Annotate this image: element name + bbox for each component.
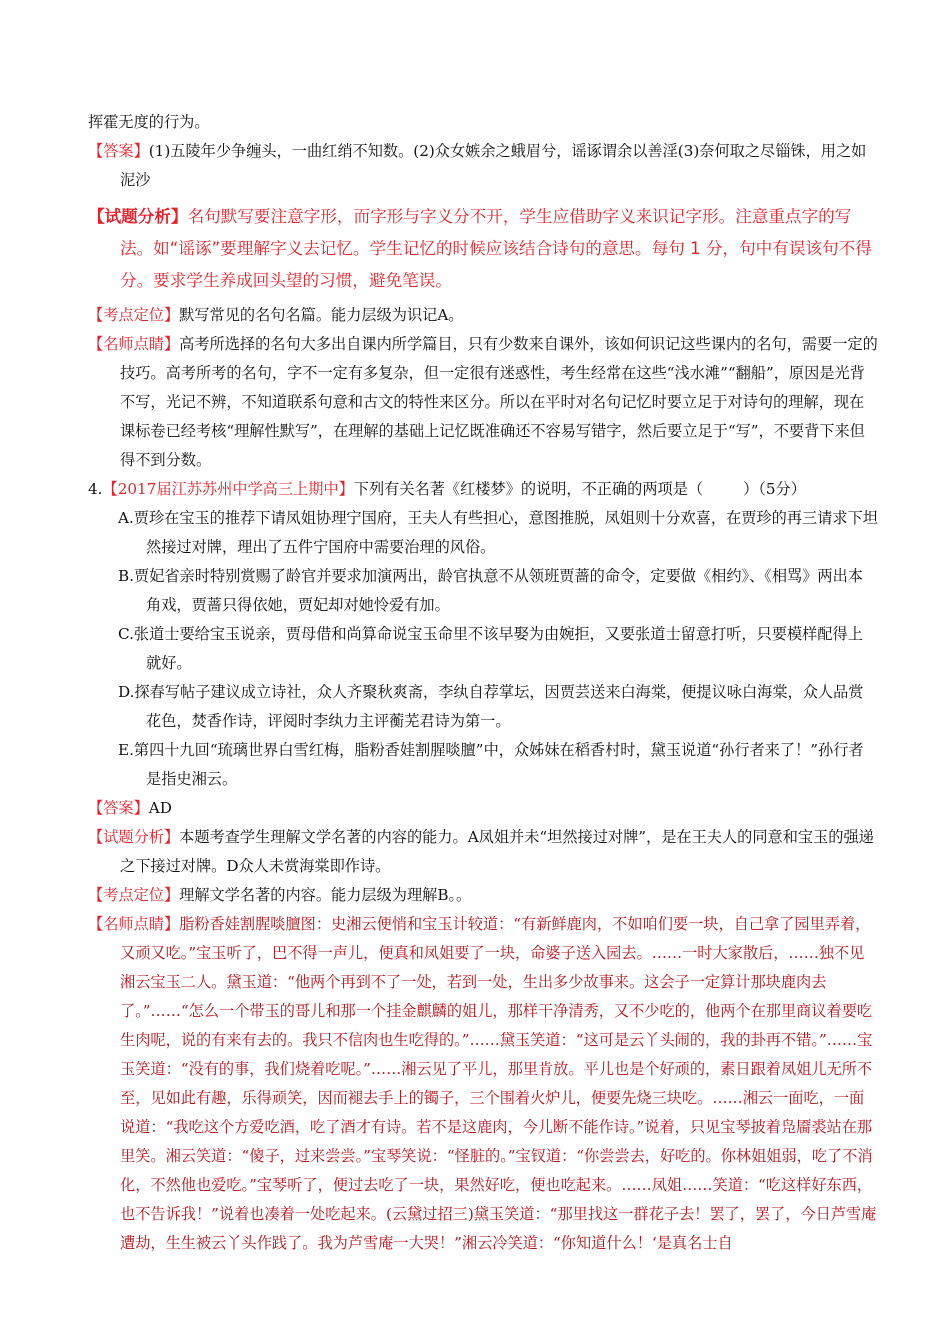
q4-answer-text: AD <box>148 799 172 817</box>
q4-option-b-letter: B. <box>118 567 134 585</box>
q3-analysis-label: 【试题分析】 <box>88 207 188 226</box>
q3-answer-label: 【答案】 <box>88 142 149 160</box>
q4-number: 4. <box>88 480 103 498</box>
q4-analysis-text: 本题考查学生理解文学名著的内容的能力。A凤姐并未“坦然接过对牌”，是在王夫人的同意和宝玉的强递之下接过对牌。D众人未赏海棠即作诗。 <box>120 828 874 875</box>
q4-kaodian <box>88 881 878 910</box>
q4-stem <box>88 475 878 504</box>
q4-stem-tail: ）（5分） <box>743 480 806 498</box>
q3-kaodian-text: 默写常见的名句名篇。能力层级为识记A。 <box>179 306 464 324</box>
q4-mingshi <box>88 910 878 1258</box>
q4-option-c <box>88 620 878 678</box>
q3-analysis <box>88 201 878 297</box>
q3-kaodian <box>88 301 878 330</box>
q4-answer-label: 【答案】 <box>88 799 149 817</box>
q4-option-e-text: 第四十九回“琉璃世界白雪红梅，脂粉香娃割腥啖膻”中，众姊妹在稻香村时，黛玉说道“孙行者来了！”孙行者是指史湘云。 <box>133 741 864 788</box>
q4-analysis <box>88 823 878 881</box>
q4-option-a-text: 贾珍在宝玉的推荐下请凤姐协理宁国府，王夫人有些担心，意图推脱，凤姐则十分欢喜，在贾珍的再三请求下坦然接过对牌，理出了五件宁国府中需要治理的风俗。 <box>133 509 878 556</box>
q4-mingshi-text: 脂粉香娃割腥啖膻图：史湘云便悄和宝玉计较道：“有新鲜鹿肉，不如咱们要一块，自己拿了园里弄着，又顽又吃。”宝玉听了，巴不得一声儿，便真和凤姐要了一块，命婆子送入园去。……一时大家散后，……独不见湘云宝玉二人。黛玉道：“他两个再到不了一处，若到一处，生出多少故事来。这会子一定算计那块鹿肉去了。”……“怎么一个带玉的哥儿和那一个挂金麒麟的姐儿，那样干净清秀，又不少吃的，他两个在那里商议着要吃生肉呢，说的有来有去的。我只不信肉也生吃得的。”……黛玉笑道：“这可是云丫头闹的，我的卦再不错。”……宝玉笑道：“没有的事，我们烧着吃呢。”……湘云见了平儿，那里肯放。平儿也是个好顽的，素日跟着凤姐儿无所不至，见如此有趣，乐得顽笑，因而褪去手上的镯子，三个围着火炉儿，便要先烧三块吃。……湘云一面吃，一面说道：“我吃这个方爱吃酒，吃了酒才有诗。若不是这鹿肉，今儿断不能作诗。”说着，只见宝琴披着凫靥裘站在那里笑。湘云笑道：“傻子，过来尝尝。”宝琴笑说：“怪脏的。”宝钗道：“你尝尝去，好吃的。你林姐姐弱，吃了不消化，不然他也爱吃。”宝琴听了，便过去吃了一块，果然好吃，便也吃起来。……凤姐……笑道：“吃这样好东西，也不告诉我！”说着也凑着一处吃起来。(云黛过招三)黛玉笑道：“那里找这一群花子去！罢了，罢了，今日芦雪庵遭劫，生生被云丫头作践了。我为芦雪庵一大哭！”湘云冷笑道：“你知道什么！‘是真名士自 <box>120 915 877 1252</box>
q4-option-a-letter: A. <box>118 509 134 527</box>
q4-stem-text: 下列有关名著《红楼梦》的说明，不正确的两项是（ <box>353 480 704 498</box>
q3-mingshi-text: 高考所选择的名句大多出自课内所学篇目，只有少数来自课外，该如何识记这些课内的名句，需要一定的技巧。高考所考的名句，字不一定有多复杂，但一定很有迷惑性，考生经常在这些“浅水滩”“翻船”，原因是光背不写，光记不辨，不知道联系句意和古文的特性来区分。所以在平时对名句记忆时要立足于对诗句的理解，现在课标卷已经考核“理解性默写”，在理解的基础上记忆既准确还不容易写错字，然后要立足于“写”，不要背下来但得不到分数。 <box>120 335 878 469</box>
q3-mingshi <box>88 330 878 475</box>
intro-line: 挥霍无度的行为。 <box>88 113 210 131</box>
document-page <box>88 108 878 1258</box>
q3-kaodian-label: 【考点定位】 <box>88 306 180 324</box>
q3-analysis-text: 名句默写要注意字形，而字形与字义分不开，学生应借助字义来识记字形。注意重点字的写法。如“谣诼”要理解字义去记忆。学生记忆的时候应该结合诗句的意思。每句 1 分，句中有误该句不得分。要求学生养成回头望的习惯，避免笔误。 <box>120 207 872 290</box>
q4-source-tag: 【2017届江苏苏州中学高三上期中】 <box>102 480 354 498</box>
q4-option-d-letter: D. <box>118 683 135 701</box>
q4-option-b-text: 贾妃省亲时特别赏赐了龄官并要求加演两出，龄官执意不从领班贾蔷的命令，定要做《相约》、《相骂》两出本角戏，贾蔷只得依她，贾妃却对她怜爱有加。 <box>134 567 863 614</box>
q4-option-d <box>88 678 878 736</box>
q3-answer <box>88 137 878 195</box>
q4-option-d-text: 探春写帖子建议成立诗社，众人齐聚秋爽斋，李纨自荐掌坛，因贾芸送来白海棠，便提议咏白海棠，众人品赏花色，焚香作诗，评阅时李纨力主评蘅芜君诗为第一。 <box>134 683 864 730</box>
q3-mingshi-label: 【名师点睛】 <box>88 335 180 353</box>
q3-answer-text: (1)五陵年少争缠头，一曲红绡不知数。(2)众女嫉余之蛾眉兮，谣诼谓余以善淫(3)奈何取之尽锱铢，用之如泥沙 <box>120 142 867 189</box>
q4-option-a <box>88 504 878 562</box>
q4-option-c-text: 张道士要给宝玉说亲，贾母借和尚算命说宝玉命里不该早娶为由婉拒，又要张道士留意打听，只要模样配得上就好。 <box>133 625 863 672</box>
q4-analysis-label: 【试题分析】 <box>88 828 180 846</box>
q4-option-e <box>88 736 878 794</box>
q4-option-e-letter: E. <box>118 741 134 759</box>
q4-option-c-letter: C. <box>118 625 134 643</box>
q4-kaodian-label: 【考点定位】 <box>88 886 180 904</box>
q4-kaodian-text: 理解文学名著的内容。能力层级为理解B。。 <box>179 886 472 904</box>
q4-answer <box>88 794 878 823</box>
q4-option-b <box>88 562 878 620</box>
q4-mingshi-label: 【名师点睛】 <box>88 915 180 933</box>
